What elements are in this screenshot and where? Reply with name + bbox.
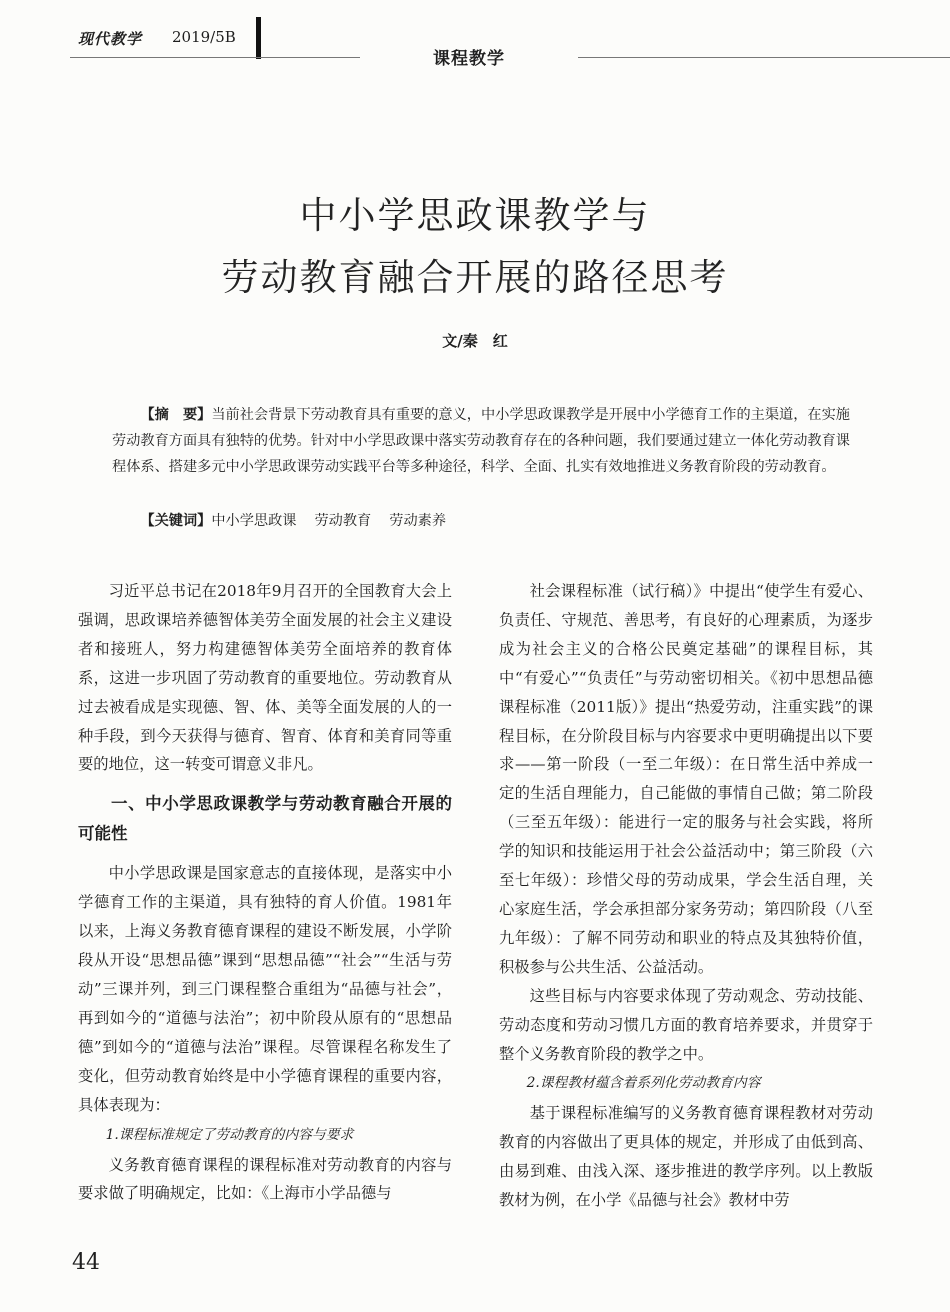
header-bar <box>256 17 261 59</box>
section-heading: 一、中小学思政课教学与劳动教育融合开展的可能性 <box>78 794 452 844</box>
journal-name: 现代教学 <box>78 30 143 48</box>
article-title-line1: 中小学思政课教学与 <box>299 194 651 237</box>
paragraph: 义务教育德育课程的课程标准对劳动教育的内容与要求做了明确规定，比如：《上海市小学品德与 <box>78 1155 452 1203</box>
section-name: 课程教学 <box>433 49 505 69</box>
abstract-label: 【摘 要】 <box>140 407 212 423</box>
page-number: 44 <box>72 1250 100 1275</box>
paragraph: 基于课程标准编写的义务教育德育课程教材对劳动教育的内容做出了更具体的规定，并形成了由低到高、由易到难、由浅入深、逐步推进的教学序列。以上教版教材为例，在小学《品德与社会》教材中劳 <box>499 1104 873 1210</box>
subsection-heading: 1.课程标准规定了劳动教育的内容与要求 <box>105 1126 354 1143</box>
header-rule-right <box>578 57 950 58</box>
header-rule-left <box>70 57 360 58</box>
abstract <box>112 402 850 480</box>
body-column-left <box>78 577 452 1208</box>
body-column-right <box>499 577 873 1215</box>
author-byline: 文/秦 红 <box>442 332 508 350</box>
abstract-text: 当前社会背景下劳动教育具有重要的意义，中小学思政课教学是开展中小学德育工作的主渠道，在实施劳动教育方面具有独特的优势。针对中小学思政课中落实劳动教育存在的各种问题，我们要通过建立一体化劳动教育课程体系、搭建多元中小学思政课劳动实践平台等多种途径，科学、全面、扎实有效地推进义务教育阶段的劳动教育。 <box>112 407 850 475</box>
issue-number: 2019/5B <box>172 28 236 46</box>
paragraph: 中小学思政课是国家意志的直接体现，是落实中小学德育工作的主渠道，具有独特的育人价值。1981年以来，上海义务教育德育课程的建设不断发展，小学阶段从开设“思想品德”课到“思想品德”“社会”“生活与劳动”三课并列，到三门课程整合重组为“品德与社会”，再到如今的“道德与法治”；初中阶段从原有的“思想品德”到如今的“道德与法治”课程。尽管课程名称发生了变化，但劳动教育始终是中小学德育课程的重要内容，具体表现为： <box>78 864 452 1114</box>
paragraph: 这些目标与内容要求体现了劳动观念、劳动技能、劳动态度和劳动习惯几方面的教育培养要求，并贯穿于整个义务教育阶段的教学之中。 <box>499 986 873 1063</box>
keywords <box>112 508 850 534</box>
keyword: 中小学思政课 <box>211 513 297 529</box>
paragraph: 习近平总书记在2018年9月召开的全国教育大会上强调，思政课培养德智体美劳全面发展的社会主义建设者和接班人，努力构建德智体美劳全面培养的教育体系，这进一步巩固了劳动教育的重要地位。劳动教育从过去被看成是实现德、智、体、美等全面发展的人的一种手段，到今天获得与德育、智育、体育和美育同等重要的地位，这一转变可谓意义非凡。 <box>78 582 452 774</box>
paragraph: 社会课程标准（试行稿）》中提出“使学生有爱心、负责任、守规范、善思考，有良好的心理素质，为逐步成为社会主义的合格公民奠定基础”的课程目标，其中“有爱心”“负责任”与劳动密切相关。《初中思想品德课程标准（2011版）》提出“热爱劳动，注重实践”的课程目标，在分阶段目标与内容要求中更明确提出以下要求——第一阶段（一至二年级）：在日常生活中养成一定的生活自理能力，自己能做的事情自己做；第二阶段（三至五年级）：能进行一定的服务与社会实践，将所学的知识和技能运用于社会公益活动中；第三阶段（六至七年级）：珍惜父母的劳动成果，学会生活自理，关心家庭生活，学会承担部分家务劳动；第四阶段（八至九年级）：了解不同劳动和职业的特点及其独特价值，积极参与公共生活、公益活动。 <box>499 582 873 976</box>
keyword: 劳动素养 <box>389 513 447 529</box>
subsection-heading: 2.课程教材蕴含着系列化劳动教育内容 <box>526 1075 761 1092</box>
keyword: 劳动教育 <box>314 513 372 529</box>
article-title-line2: 劳动教育融合开展的路径思考 <box>221 256 729 299</box>
keywords-label: 【关键词】 <box>140 513 212 529</box>
